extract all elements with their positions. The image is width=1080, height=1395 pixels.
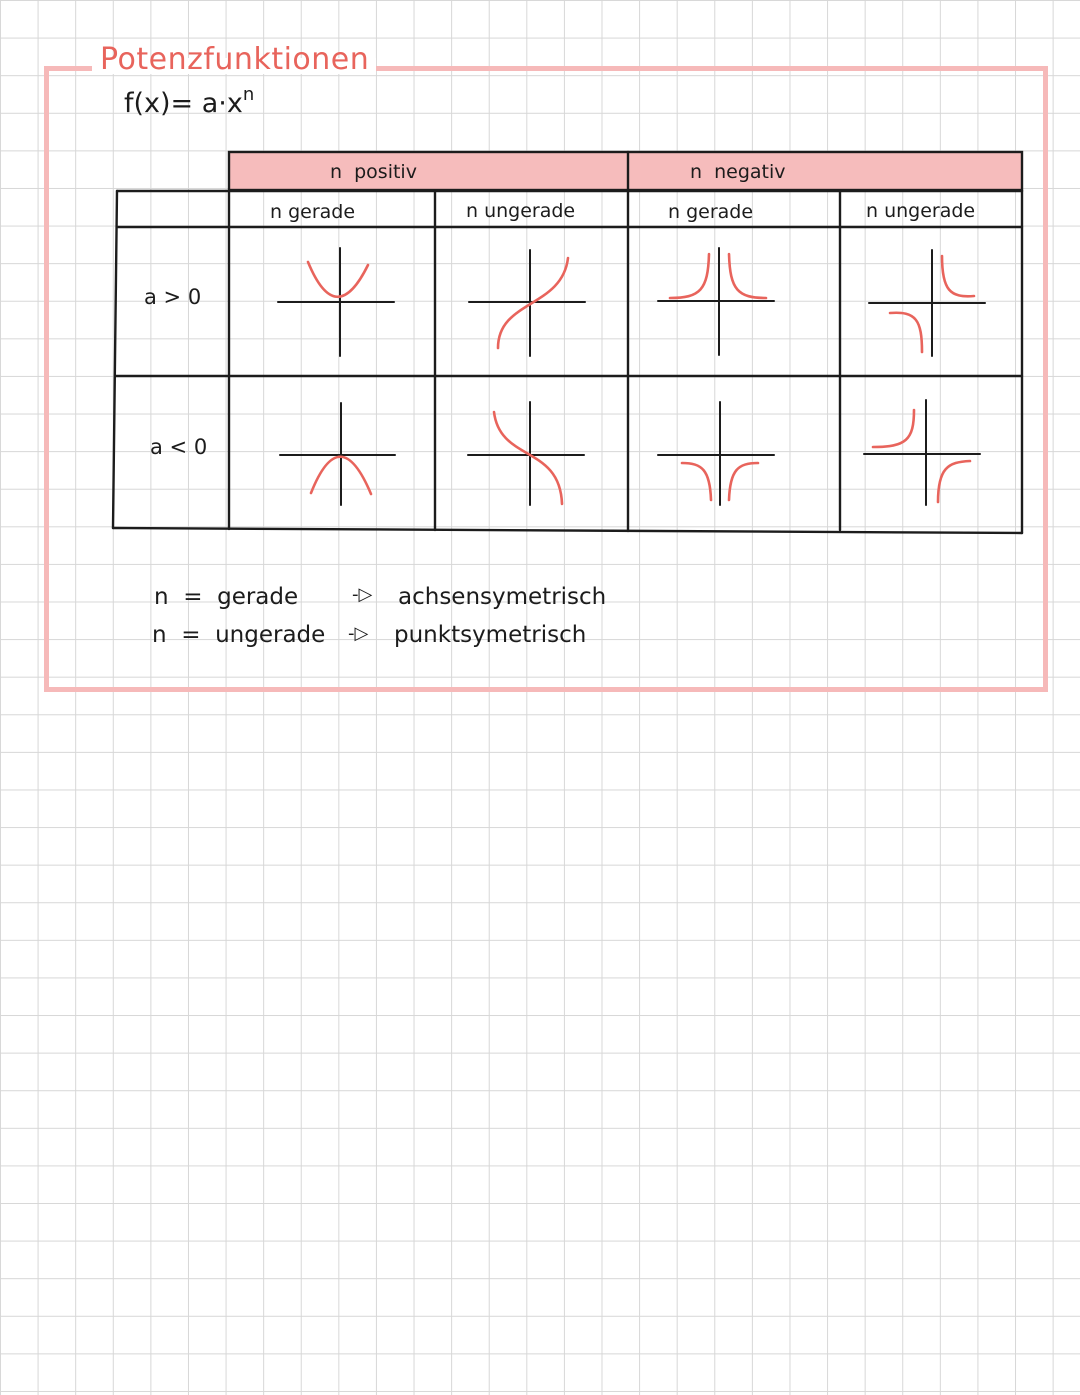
curve-odd-negative-a-neg-left (873, 410, 914, 447)
curve-odd-negative-a-pos-left (890, 313, 922, 352)
table-left-line (113, 191, 117, 528)
row-label-a-greater-0: a > 0 (144, 285, 202, 309)
header-n-negativ: n negativ (690, 161, 786, 183)
curve-even-negative-a-pos-right (729, 254, 766, 298)
subheader-negativ-ungerade: n ungerade (866, 200, 976, 222)
subheader-negativ-gerade: n gerade (668, 201, 754, 223)
curve-odd-positive-a-neg (494, 412, 562, 504)
curves (308, 254, 974, 504)
row-label-a-less-0: a < 0 (150, 435, 208, 459)
curve-even-negative-a-neg-right (729, 463, 758, 500)
subheader-positiv-ungerade: n ungerade (466, 200, 576, 222)
note-line-1-right: achsensymetrisch (398, 584, 607, 610)
curve-even-negative-a-neg-left (682, 463, 711, 500)
subheader-positiv-gerade: n gerade (270, 201, 356, 223)
table-bottom-line (113, 528, 1022, 533)
formula-base: f(x)= a·x (124, 88, 243, 119)
header-n-positiv: n positiv (330, 161, 417, 183)
note-line-2-left: n = ungerade (152, 622, 326, 648)
page-title: Potenzfunktionen (100, 42, 370, 77)
curve-even-positive-a-pos (308, 262, 368, 297)
curve-odd-negative-a-neg-right (938, 461, 970, 502)
formula-exponent: n (242, 84, 255, 105)
note-line-1-left: n = gerade (154, 584, 299, 610)
curve-odd-negative-a-pos-right (942, 256, 974, 296)
curve-even-negative-a-pos-left (670, 254, 709, 298)
note-line-2-right: punktsymetrisch (394, 622, 587, 648)
note-line-2-arrow: -▷ (348, 623, 369, 644)
note-line-1-arrow: -▷ (352, 584, 373, 605)
